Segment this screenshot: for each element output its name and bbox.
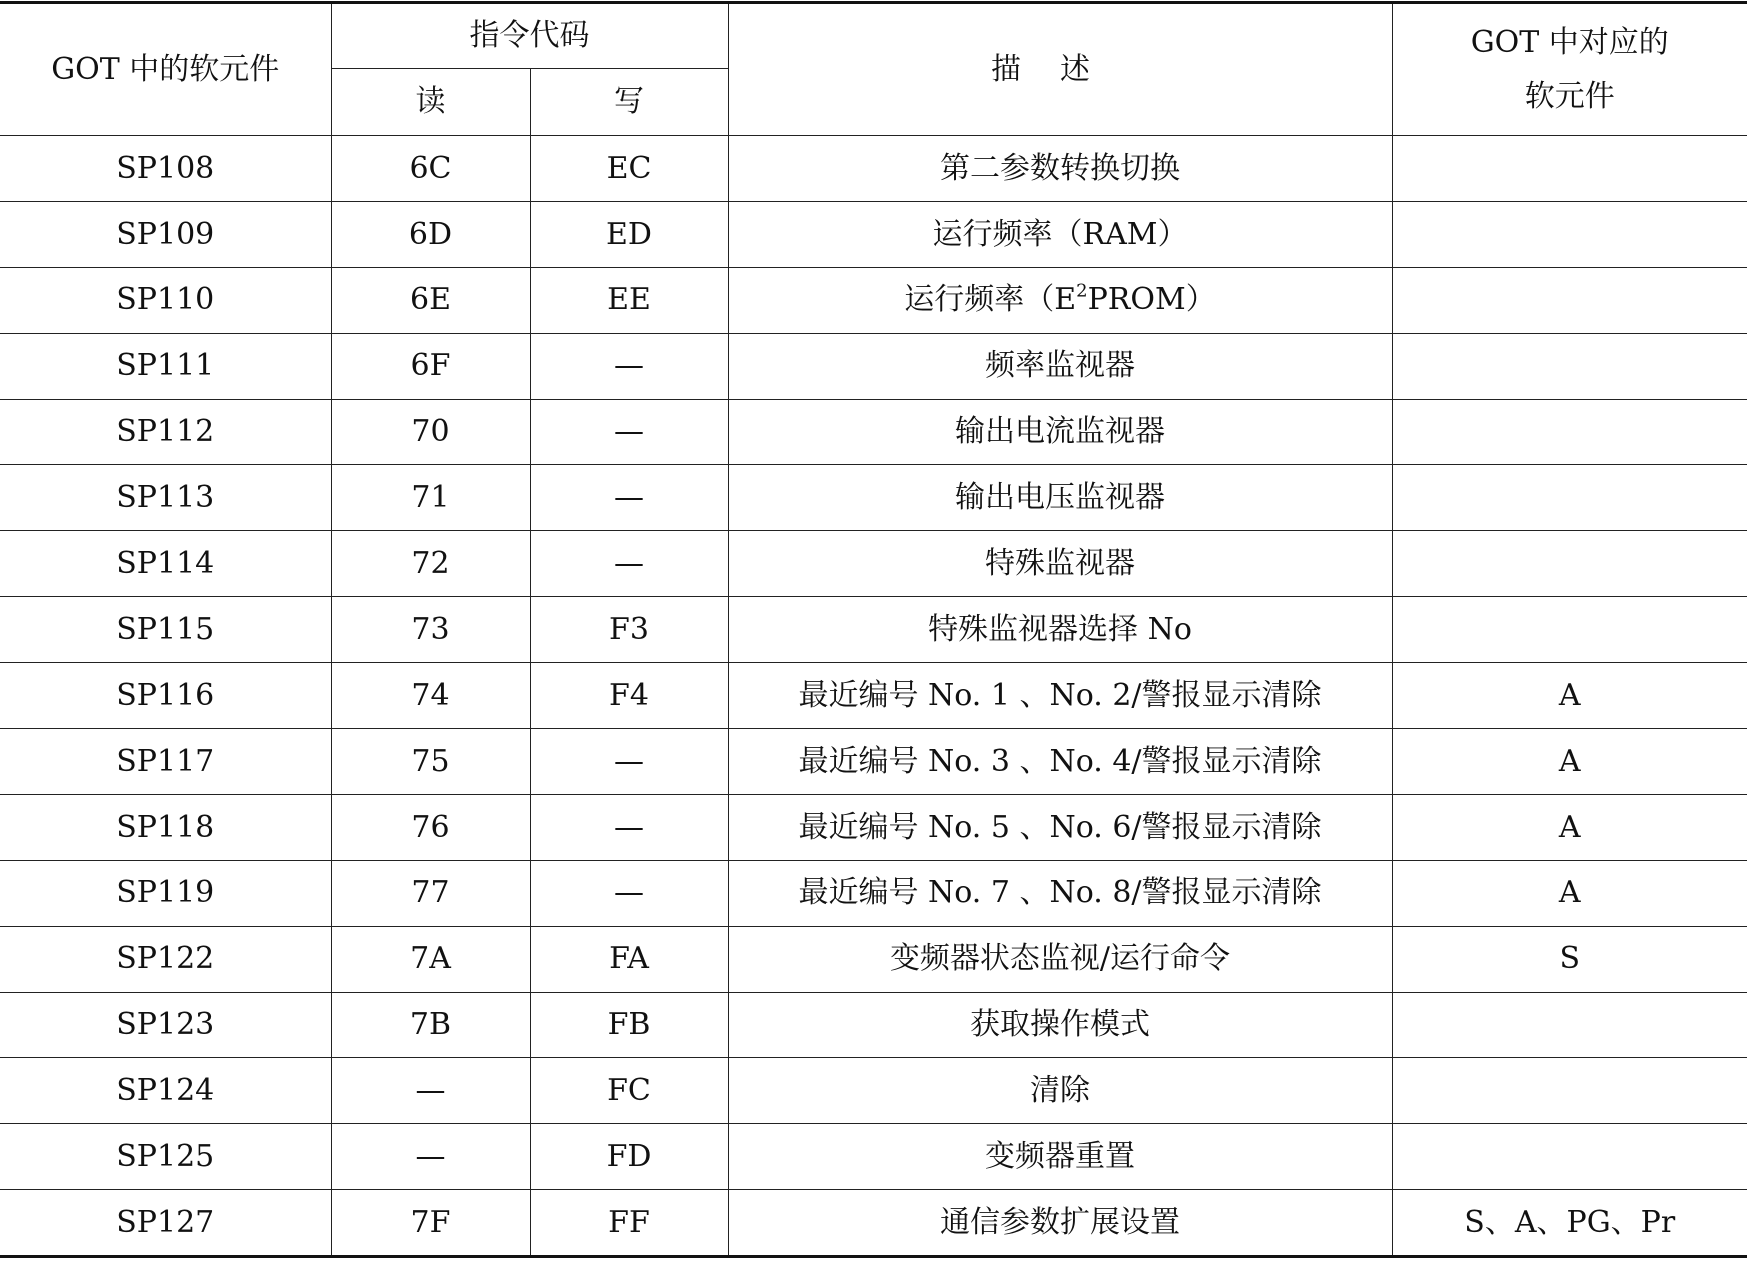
cell-write-code: — <box>530 333 728 399</box>
table-header <box>0 3 1747 136</box>
cell-write-code: — <box>530 860 728 926</box>
cell-read-code: 6C <box>331 136 530 202</box>
cell-device: SP123 <box>0 992 331 1058</box>
cell-device: SP124 <box>0 1058 331 1124</box>
cell-write-code: EC <box>530 136 728 202</box>
cell-description: 最近编号 No. 1 、No. 2/警报显示清除 <box>728 663 1392 729</box>
table-row <box>0 465 1747 531</box>
cell-got-device: A <box>1392 729 1747 795</box>
cell-write-code: FB <box>530 992 728 1058</box>
cell-read-code: 70 <box>331 399 530 465</box>
cell-write-code: — <box>530 794 728 860</box>
cell-description: 运行频率（RAM） <box>728 201 1392 267</box>
cell-device: SP115 <box>0 597 331 663</box>
cell-device: SP117 <box>0 729 331 795</box>
cell-got-device <box>1392 465 1747 531</box>
cell-description: 变频器状态监视/运行命令 <box>728 926 1392 992</box>
cell-got-device <box>1392 201 1747 267</box>
cell-write-code: — <box>530 399 728 465</box>
cell-got-device: A <box>1392 860 1747 926</box>
cell-description: 变频器重置 <box>728 1124 1392 1190</box>
cell-description: 第二参数转换切换 <box>728 136 1392 202</box>
cell-device: SP118 <box>0 794 331 860</box>
cell-description: 最近编号 No. 7 、No. 8/警报显示清除 <box>728 860 1392 926</box>
cell-device: SP111 <box>0 333 331 399</box>
cell-read-code: — <box>331 1124 530 1190</box>
cell-write-code: ED <box>530 201 728 267</box>
cell-got-device <box>1392 992 1747 1058</box>
cell-read-code: 71 <box>331 465 530 531</box>
cell-got-device: A <box>1392 794 1747 860</box>
cell-got-device: A <box>1392 663 1747 729</box>
cell-got-device <box>1392 136 1747 202</box>
header-description: 描述 <box>728 3 1392 136</box>
cell-read-code: 75 <box>331 729 530 795</box>
cell-read-code: 6F <box>331 333 530 399</box>
cell-device: SP125 <box>0 1124 331 1190</box>
table-row <box>0 926 1747 992</box>
cell-got-device: S、A、PG、Pr <box>1392 1190 1747 1257</box>
cell-got-device <box>1392 1124 1747 1190</box>
table-row <box>0 333 1747 399</box>
cell-write-code: FD <box>530 1124 728 1190</box>
cell-read-code: 7A <box>331 926 530 992</box>
cell-description: 通信参数扩展设置 <box>728 1190 1392 1257</box>
table-row <box>0 399 1747 465</box>
cell-read-code: 6D <box>331 201 530 267</box>
cell-got-device <box>1392 1058 1747 1124</box>
table-row <box>0 729 1747 795</box>
cell-got-device <box>1392 597 1747 663</box>
table-row <box>0 860 1747 926</box>
cell-device: SP122 <box>0 926 331 992</box>
cell-read-code: 6E <box>331 267 530 333</box>
cell-got-device: S <box>1392 926 1747 992</box>
cell-device: SP116 <box>0 663 331 729</box>
table-row <box>0 1124 1747 1190</box>
cell-description: 频率监视器 <box>728 333 1392 399</box>
cell-read-code: 7B <box>331 992 530 1058</box>
description-text: PROM） <box>1087 282 1216 318</box>
cell-read-code: — <box>331 1058 530 1124</box>
table-row <box>0 794 1747 860</box>
cell-device: SP112 <box>0 399 331 465</box>
cell-description <box>728 267 1392 333</box>
table-row <box>0 663 1747 729</box>
cell-device: SP114 <box>0 531 331 597</box>
cell-device: SP109 <box>0 201 331 267</box>
cell-got-device <box>1392 399 1747 465</box>
cell-device: SP119 <box>0 860 331 926</box>
header-got-corresponding <box>1392 3 1747 136</box>
cell-write-code: FA <box>530 926 728 992</box>
cell-got-device <box>1392 267 1747 333</box>
cell-write-code: FF <box>530 1190 728 1257</box>
table-row <box>0 267 1747 333</box>
cell-description: 特殊监视器选择 No <box>728 597 1392 663</box>
cell-read-code: 76 <box>331 794 530 860</box>
table-row <box>0 1058 1747 1124</box>
cell-write-code: — <box>530 729 728 795</box>
cell-read-code: 74 <box>331 663 530 729</box>
cell-description: 清除 <box>728 1058 1392 1124</box>
cell-write-code: — <box>530 531 728 597</box>
header-row-1 <box>0 3 1747 69</box>
header-instruction-code: 指令代码 <box>331 3 728 69</box>
cell-description: 获取操作模式 <box>728 992 1392 1058</box>
cell-description: 输出电流监视器 <box>728 399 1392 465</box>
cell-read-code: 73 <box>331 597 530 663</box>
cell-read-code: 77 <box>331 860 530 926</box>
cell-write-code: F3 <box>530 597 728 663</box>
cell-description: 特殊监视器 <box>728 531 1392 597</box>
cell-device: SP108 <box>0 136 331 202</box>
table-row <box>0 1190 1747 1257</box>
cell-device: SP127 <box>0 1190 331 1257</box>
header-read: 读 <box>331 69 530 136</box>
cell-read-code: 72 <box>331 531 530 597</box>
table-body <box>0 136 1747 1257</box>
header-write: 写 <box>530 69 728 136</box>
table-row <box>0 136 1747 202</box>
description-text: 运行频率（E <box>904 282 1077 318</box>
header-got-corresponding-line2: 软元件 <box>1524 78 1615 114</box>
cell-write-code: FC <box>530 1058 728 1124</box>
device-code-table <box>0 1 1747 1258</box>
cell-got-device <box>1392 333 1747 399</box>
table-row <box>0 992 1747 1058</box>
cell-device: SP110 <box>0 267 331 333</box>
cell-read-code: 7F <box>331 1190 530 1257</box>
cell-device: SP113 <box>0 465 331 531</box>
cell-write-code: F4 <box>530 663 728 729</box>
header-got-device: GOT 中的软元件 <box>0 3 331 136</box>
table-row <box>0 201 1747 267</box>
table-row <box>0 597 1747 663</box>
cell-write-code: — <box>530 465 728 531</box>
description-superscript: 2 <box>1076 280 1088 302</box>
cell-description: 最近编号 No. 5 、No. 6/警报显示清除 <box>728 794 1392 860</box>
cell-description: 最近编号 No. 3 、No. 4/警报显示清除 <box>728 729 1392 795</box>
header-got-corresponding-line1: GOT 中对应的 <box>1470 24 1669 60</box>
table-row <box>0 531 1747 597</box>
cell-got-device <box>1392 531 1747 597</box>
cell-description: 输出电压监视器 <box>728 465 1392 531</box>
cell-write-code: EE <box>530 267 728 333</box>
